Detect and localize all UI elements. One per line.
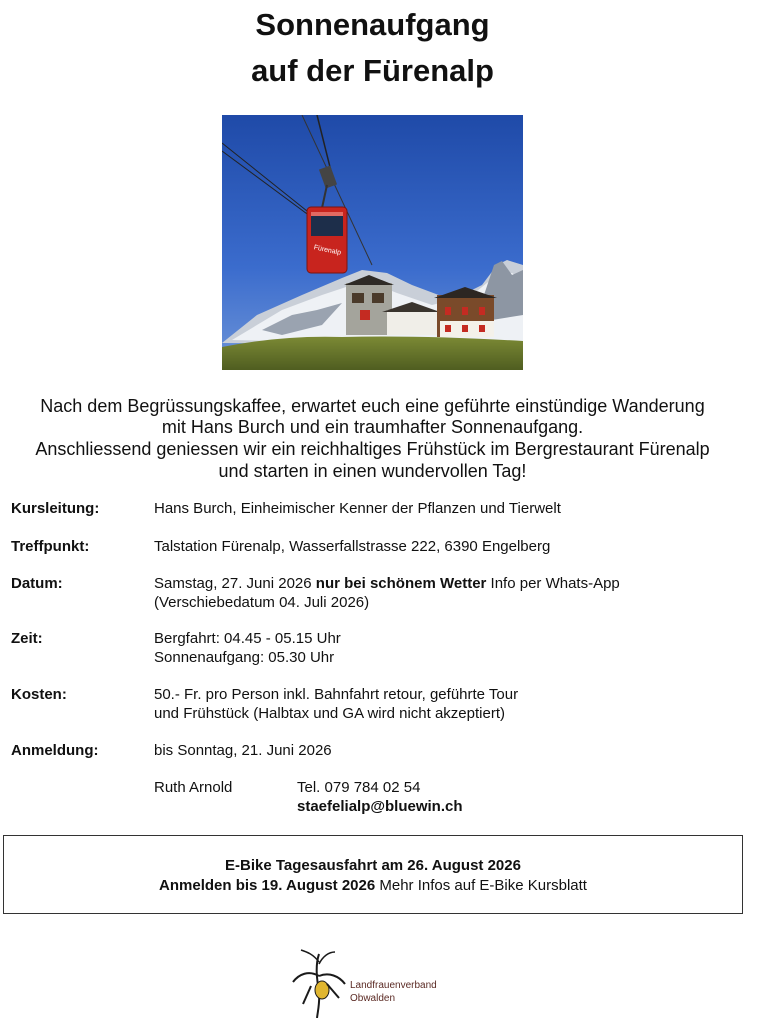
ebike-info-box	[3, 835, 743, 914]
contact-name: Ruth Arnold	[154, 779, 233, 796]
registration-deadline: bis Sonntag, 21. Juni 2026	[154, 742, 332, 759]
detail-value: Hans Burch, Einheimischer Kenner der Pflanzen und Tierwelt	[154, 500, 561, 517]
info-note: Info per Whats-App	[490, 575, 620, 592]
intro-line: mit Hans Burch und ein traumhafter Sonnenaufgang.	[161, 417, 584, 437]
detail-label: Kursleitung:	[11, 500, 100, 517]
landfrauenverband-logo	[287, 940, 437, 1020]
logo-text-line2: Obwalden	[350, 993, 396, 1004]
ebike-deadline: Anmelden bis 19. August 2026	[159, 877, 376, 894]
detail-value	[154, 574, 620, 593]
ebike-registration	[4, 876, 742, 895]
alternate-date: (Verschiebedatum 04. Juli 2026)	[154, 594, 370, 611]
logo-text-line1: Landfrauenverband	[350, 980, 437, 991]
contact-email-link[interactable]: staefelialp@bluewin.ch	[297, 798, 463, 815]
gondola-label: Fürenalp	[313, 244, 342, 257]
ebike-title: E-Bike Tagesausfahrt am 26. August 2026	[225, 857, 521, 874]
contact-phone[interactable]: Tel. 079 784 02 54	[297, 779, 421, 796]
detail-label: Anmeldung:	[11, 742, 99, 759]
sunrise-time: Sonnenaufgang: 05.30 Uhr	[154, 649, 335, 666]
detail-value: Talstation Fürenalp, Wasserfallstrasse 222, 6390 Engelberg	[154, 538, 551, 555]
event-date: Samstag, 27. Juni 2026	[154, 575, 312, 592]
cost-line: und Frühstück (Halbtax und GA wird nicht akzeptiert)	[154, 705, 505, 722]
gondola-photo	[222, 115, 523, 370]
detail-label: Datum:	[11, 575, 63, 592]
weather-condition: nur bei schönem Wetter	[315, 575, 487, 592]
bergfahrt-time: Bergfahrt: 04.45 - 05.15 Uhr	[154, 630, 341, 647]
detail-label: Zeit:	[11, 630, 43, 647]
orchid-icon	[289, 946, 349, 1018]
page-subtitle: auf der Fürenalp	[251, 53, 494, 88]
detail-label: Treffpunkt:	[11, 538, 90, 555]
detail-label: Kosten:	[11, 686, 67, 703]
page-title: Sonnenaufgang	[255, 7, 490, 42]
intro-line: Anschliessend geniessen wir ein reichhaltiges Frühstück im Bergrestaurant Fürenalp	[35, 439, 710, 459]
ebike-more-info: Mehr Infos auf E-Bike Kursblatt	[379, 877, 587, 894]
intro-line: und starten in einen wundervollen Tag!	[218, 461, 527, 481]
intro-line: Nach dem Begrüssungskaffee, erwartet euch eine geführte einstündige Wanderung	[40, 396, 705, 416]
cost-line: 50.- Fr. pro Person inkl. Bahnfahrt retour, geführte Tour	[154, 686, 519, 703]
